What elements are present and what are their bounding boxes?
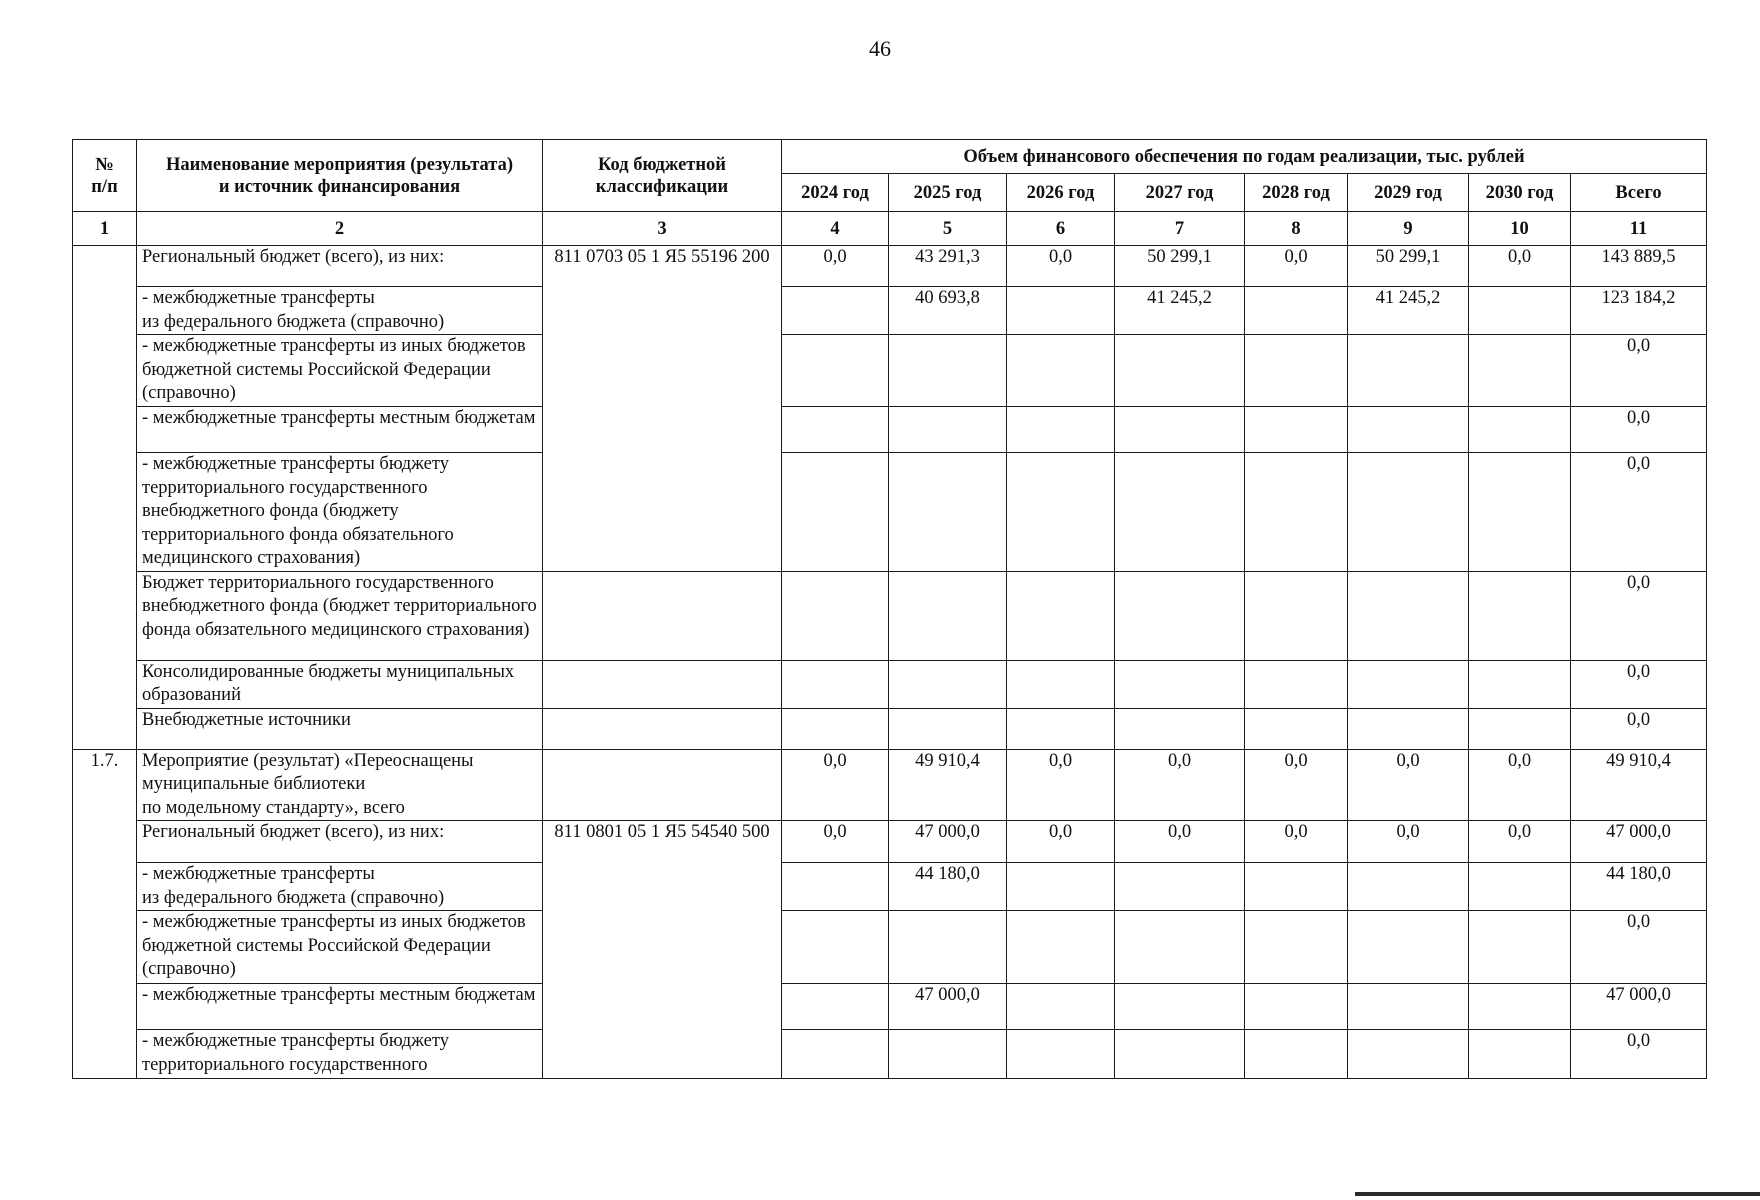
value-cell [1115, 984, 1245, 1030]
column-number: 11 [1571, 212, 1707, 246]
value-cell [1469, 708, 1571, 749]
table-row [73, 287, 1707, 335]
value-cell: 0,0 [782, 821, 889, 863]
total-cell: 47 000,0 [1571, 984, 1707, 1030]
value-cell: 0,0 [1007, 749, 1115, 821]
value-cell: 41 245,2 [1115, 287, 1245, 335]
total-cell: 123 184,2 [1571, 287, 1707, 335]
header-code: Код бюджетной классификации [543, 140, 782, 212]
source-name-cell: Консолидированные бюджеты муниципальных образований [137, 660, 543, 708]
total-cell: 0,0 [1571, 911, 1707, 984]
header-year: 2026 год [1007, 174, 1115, 212]
total-cell: 0,0 [1571, 407, 1707, 453]
source-name-cell: - межбюджетные трансферты местным бюджетам [137, 407, 543, 453]
source-name-cell: Внебюджетные источники [137, 708, 543, 749]
value-cell [889, 911, 1007, 984]
value-cell [1469, 984, 1571, 1030]
header-name: Наименование мероприятия (результата) и источник финансирования [137, 140, 543, 212]
value-cell [1245, 453, 1348, 572]
budget-code-cell [543, 660, 782, 708]
source-name-cell: - межбюджетные трансферты из иных бюджетов бюджетной системы Российской Федерации (справочно) [137, 911, 543, 984]
header-year: 2030 год [1469, 174, 1571, 212]
value-cell [782, 335, 889, 407]
value-cell [1245, 287, 1348, 335]
event-name-cell: Мероприятие (результат) «Переоснащены муниципальные библиотеки по модельному стандарту», всего [137, 749, 543, 821]
value-cell [889, 453, 1007, 572]
column-number: 6 [1007, 212, 1115, 246]
value-cell [782, 660, 889, 708]
budget-code-cell: 811 0703 05 1 Я5 55196 200 [543, 246, 782, 572]
budget-code-cell [543, 571, 782, 660]
value-cell: 47 000,0 [889, 984, 1007, 1030]
source-name-cell: - межбюджетные трансферты из иных бюджетов бюджетной системы Российской Федерации (справочно) [137, 335, 543, 407]
source-name-cell: Региональный бюджет (всего), из них: [137, 246, 543, 287]
value-cell: 49 910,4 [889, 749, 1007, 821]
value-cell [1007, 660, 1115, 708]
column-number: 7 [1115, 212, 1245, 246]
table-row [73, 821, 1707, 863]
budget-code-cell: 811 0801 05 1 Я5 54540 500 [543, 821, 782, 1079]
value-cell [889, 407, 1007, 453]
value-cell [1007, 863, 1115, 911]
value-cell [1348, 984, 1469, 1030]
value-cell: 0,0 [782, 749, 889, 821]
total-cell: 0,0 [1571, 571, 1707, 660]
value-cell [1007, 407, 1115, 453]
value-cell: 0,0 [1007, 246, 1115, 287]
header-volume: Объем финансового обеспечения по годам реализации, тыс. рублей [782, 140, 1707, 174]
value-cell [1348, 407, 1469, 453]
value-cell [1469, 335, 1571, 407]
value-cell [1245, 911, 1348, 984]
total-cell: 49 910,4 [1571, 749, 1707, 821]
value-cell: 0,0 [1115, 749, 1245, 821]
value-cell: 0,0 [1469, 821, 1571, 863]
table-row [73, 911, 1707, 984]
value-cell [1348, 571, 1469, 660]
header-year: 2025 год [889, 174, 1007, 212]
value-cell [1245, 863, 1348, 911]
header-num: № п/п [73, 140, 137, 212]
table-row [73, 246, 1707, 287]
value-cell [889, 335, 1007, 407]
value-cell [1245, 407, 1348, 453]
value-cell: 0,0 [782, 246, 889, 287]
value-cell [1115, 863, 1245, 911]
value-cell [1245, 1030, 1348, 1079]
table-row [73, 571, 1707, 660]
value-cell [1245, 571, 1348, 660]
header-year: 2028 год [1245, 174, 1348, 212]
total-cell: 143 889,5 [1571, 246, 1707, 287]
value-cell: 50 299,1 [1115, 246, 1245, 287]
value-cell [782, 1030, 889, 1079]
value-cell [889, 708, 1007, 749]
column-number: 9 [1348, 212, 1469, 246]
value-cell [1348, 1030, 1469, 1079]
value-cell: 41 245,2 [1348, 287, 1469, 335]
source-name-cell: - межбюджетные трансферты бюджету территориального государственного внебюджетного фонда (бюджету территориального фонда обязательного медицинского страхования) [137, 453, 543, 572]
value-cell [1007, 708, 1115, 749]
value-cell [1348, 708, 1469, 749]
value-cell [1348, 863, 1469, 911]
table-row [73, 660, 1707, 708]
value-cell [889, 1030, 1007, 1079]
table-row [73, 407, 1707, 453]
value-cell: 47 000,0 [889, 821, 1007, 863]
value-cell [1469, 911, 1571, 984]
value-cell [1007, 1030, 1115, 1079]
value-cell [1245, 708, 1348, 749]
value-cell: 0,0 [1469, 749, 1571, 821]
value-cell: 0,0 [1115, 821, 1245, 863]
value-cell [1007, 911, 1115, 984]
header-year: 2024 год [782, 174, 889, 212]
value-cell [1115, 407, 1245, 453]
table-row [73, 984, 1707, 1030]
value-cell [1348, 335, 1469, 407]
value-cell: 40 693,8 [889, 287, 1007, 335]
scan-edge-line [1355, 1192, 1760, 1196]
header-total: Всего [1571, 174, 1707, 212]
column-number: 3 [543, 212, 782, 246]
value-cell [1469, 287, 1571, 335]
value-cell [1007, 984, 1115, 1030]
source-name-cell: Бюджет территориального государственного внебюджетного фонда (бюджет территориального фонда обязательного медицинского страхования) [137, 571, 543, 660]
total-cell: 0,0 [1571, 335, 1707, 407]
column-number: 2 [137, 212, 543, 246]
value-cell: 44 180,0 [889, 863, 1007, 911]
value-cell: 0,0 [1245, 821, 1348, 863]
table-row [73, 1030, 1707, 1079]
value-cell [1115, 335, 1245, 407]
value-cell [1007, 335, 1115, 407]
value-cell [1245, 984, 1348, 1030]
value-cell [782, 571, 889, 660]
value-cell [1469, 453, 1571, 572]
value-cell [1469, 1030, 1571, 1079]
value-cell: 0,0 [1007, 821, 1115, 863]
value-cell [1115, 708, 1245, 749]
value-cell [1115, 911, 1245, 984]
source-name-cell: Региональный бюджет (всего), из них: [137, 821, 543, 863]
column-number: 10 [1469, 212, 1571, 246]
page-number: 46 [869, 36, 891, 61]
value-cell [782, 911, 889, 984]
header-year: 2027 год [1115, 174, 1245, 212]
column-number-row [73, 212, 1707, 246]
value-cell: 0,0 [1245, 749, 1348, 821]
value-cell [782, 453, 889, 572]
total-cell: 0,0 [1571, 660, 1707, 708]
value-cell [782, 984, 889, 1030]
total-cell: 0,0 [1571, 708, 1707, 749]
source-name-cell: - межбюджетные трансферты из федерального бюджета (справочно) [137, 287, 543, 335]
header-year: 2029 год [1348, 174, 1469, 212]
table-row [73, 708, 1707, 749]
value-cell [889, 660, 1007, 708]
value-cell [1245, 335, 1348, 407]
value-cell [782, 708, 889, 749]
total-cell: 0,0 [1571, 1030, 1707, 1079]
source-name-cell: - межбюджетные трансферты местным бюджетам [137, 984, 543, 1030]
value-cell [1115, 571, 1245, 660]
value-cell [1007, 453, 1115, 572]
budget-code-cell [543, 708, 782, 749]
financing-table [72, 139, 1707, 1079]
table-row [73, 335, 1707, 407]
value-cell [1469, 863, 1571, 911]
row-number-cell [73, 246, 137, 750]
table-row [73, 453, 1707, 572]
header-row-1 [73, 140, 1707, 174]
value-cell [782, 863, 889, 911]
row-number-cell: 1.7. [73, 749, 137, 1079]
value-cell: 0,0 [1245, 246, 1348, 287]
column-number: 5 [889, 212, 1007, 246]
value-cell: 43 291,3 [889, 246, 1007, 287]
value-cell: 0,0 [1348, 749, 1469, 821]
value-cell [1348, 911, 1469, 984]
table-row [73, 863, 1707, 911]
value-cell [1115, 660, 1245, 708]
value-cell [1115, 1030, 1245, 1079]
event-row [73, 749, 1707, 821]
value-cell [1245, 660, 1348, 708]
total-cell: 47 000,0 [1571, 821, 1707, 863]
value-cell [1469, 407, 1571, 453]
value-cell [1007, 287, 1115, 335]
value-cell: 0,0 [1469, 246, 1571, 287]
value-cell [1115, 453, 1245, 572]
value-cell: 50 299,1 [1348, 246, 1469, 287]
value-cell [1348, 453, 1469, 572]
source-name-cell: - межбюджетные трансферты из федерального бюджета (справочно) [137, 863, 543, 911]
value-cell [782, 407, 889, 453]
value-cell [1348, 660, 1469, 708]
value-cell [1007, 571, 1115, 660]
value-cell: 0,0 [1348, 821, 1469, 863]
value-cell [1469, 660, 1571, 708]
total-cell: 44 180,0 [1571, 863, 1707, 911]
source-name-cell: - межбюджетные трансферты бюджету территориального государственного [137, 1030, 543, 1079]
value-cell [889, 571, 1007, 660]
value-cell [1469, 571, 1571, 660]
column-number: 8 [1245, 212, 1348, 246]
budget-code-cell [543, 749, 782, 821]
value-cell [782, 287, 889, 335]
column-number: 1 [73, 212, 137, 246]
total-cell: 0,0 [1571, 453, 1707, 572]
column-number: 4 [782, 212, 889, 246]
